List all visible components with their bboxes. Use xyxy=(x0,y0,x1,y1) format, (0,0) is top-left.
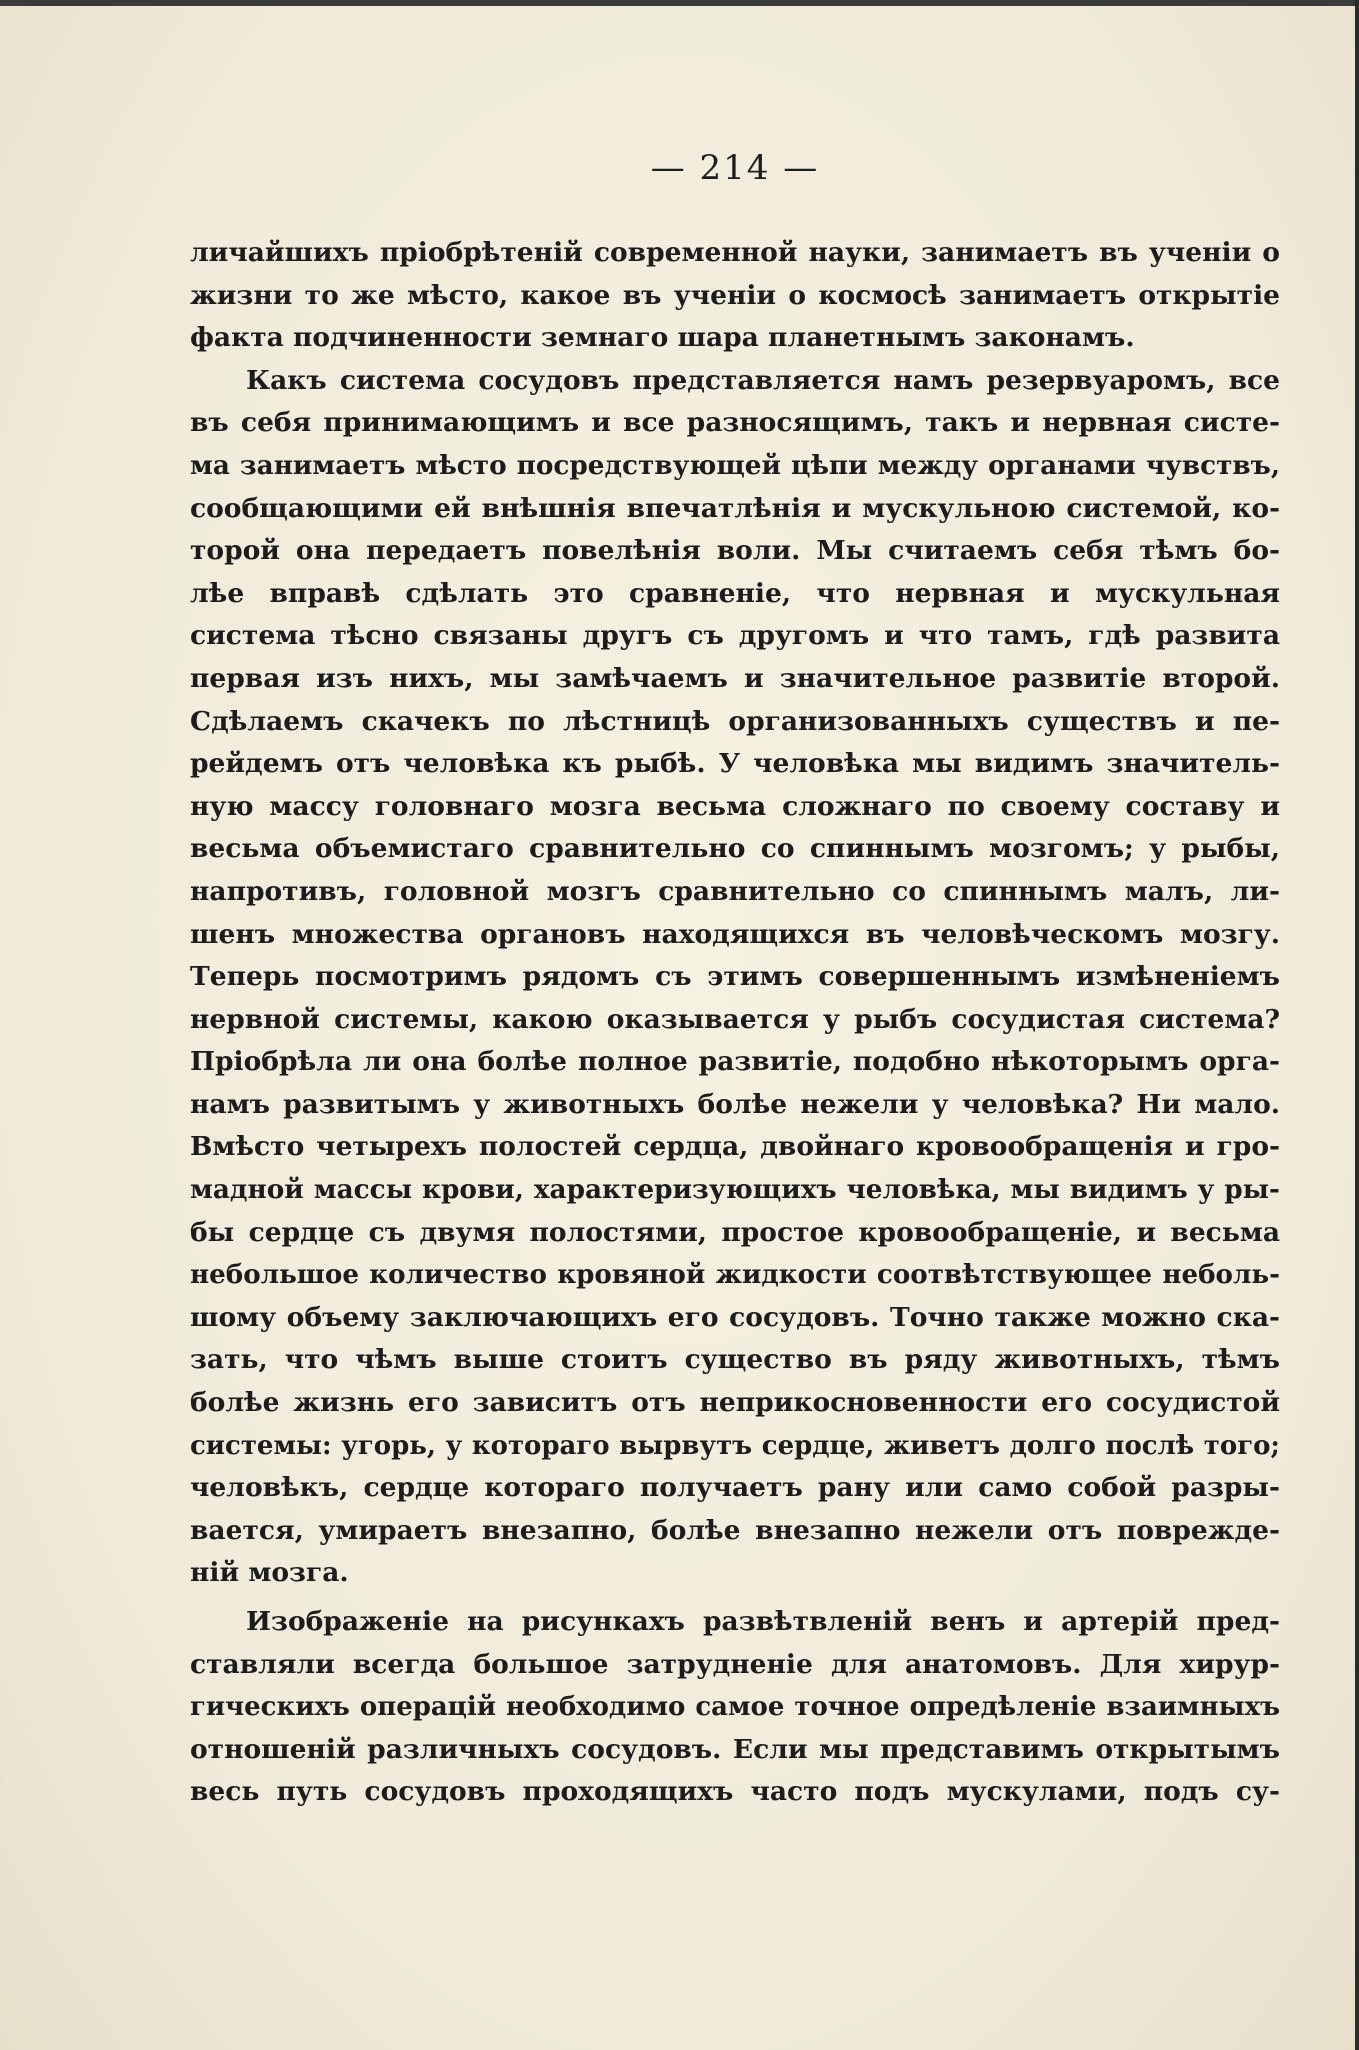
right-border xyxy=(1355,0,1359,2050)
paragraph-1 xyxy=(190,232,1280,360)
text-line: рейдемъ отъ человѣка къ рыбѣ. У человѣка мы видимъ значитель- xyxy=(190,748,1280,780)
body-text xyxy=(190,232,1280,1814)
text-line: весьма объемистаго сравнительно со спиннымъ мозгомъ; у рыбы, xyxy=(190,833,1280,865)
text-line: торой она передаетъ повелѣнія воли. Мы считаемъ себя тѣмъ бо- xyxy=(190,535,1280,567)
text-line: мадной массы крови, характеризующихъ человѣка, мы видимъ у ры- xyxy=(190,1174,1280,1206)
text-line: Вмѣсто четырехъ полостей сердца, двойнаго кровообращенія и гро- xyxy=(190,1131,1280,1163)
text-line: нервной системы, какою оказывается у рыбъ сосудистая система? xyxy=(190,1003,1280,1035)
text-line: системы: угорь, у котораго вырвутъ сердце, живетъ долго послѣ того; xyxy=(190,1430,1280,1461)
text-line: шому объему заключающихъ его сосудовъ. Точно также можно ска- xyxy=(190,1301,1280,1333)
text-line: вается, умираетъ внезапно, болѣе внезапно нежели отъ поврежде- xyxy=(190,1514,1280,1546)
text-line: зать, что чѣмъ выше стоитъ существо въ ряду животныхъ, тѣмъ xyxy=(190,1344,1280,1376)
text-line: болѣе жизнь его зависитъ отъ неприкосновенности его сосудистой xyxy=(190,1387,1280,1419)
text-line: въ себя принимающимъ и все разносящимъ, такъ и нервная систе- xyxy=(190,407,1280,439)
text-line: факта подчиненности земнаго шара планетнымъ законамъ. xyxy=(190,322,1135,354)
paragraph-2 xyxy=(190,360,1280,1595)
text-line: Какъ система сосудовъ представляется намъ резервуаромъ, все xyxy=(246,364,1280,396)
text-line: система тѣсно связаны другъ съ другомъ и что тамъ, гдѣ развита xyxy=(190,620,1280,652)
text-line: намъ развитымъ у животныхъ болѣе нежели у человѣка? Ни мало. xyxy=(190,1088,1280,1120)
text-line: небольшое количество кровяной жидкости соотвѣтствующее неболь- xyxy=(190,1259,1280,1291)
text-line: весь путь сосудовъ проходящихъ часто подъ мускулами, подъ су- xyxy=(190,1776,1280,1808)
paragraph-3 xyxy=(190,1601,1280,1814)
text-line: ній мозга. xyxy=(190,1557,349,1589)
text-line: сообщающими ей внѣшнія впечатлѣнія и мускульною системой, ко- xyxy=(190,492,1280,524)
text-line: гическихъ операцій необходимо самое точное опредѣленіе взаимныхъ xyxy=(190,1692,1280,1723)
text-line: личайшихъ пріобрѣтеній современной науки, занимаетъ въ ученіи о xyxy=(190,237,1280,268)
text-line: ма занимаетъ мѣсто посредствующей цѣпи между органами чувствъ, xyxy=(190,449,1280,481)
text-line: ную массу головнаго мозга весьма сложнаго по своему составу и xyxy=(190,790,1280,822)
text-line: напротивъ, головной мозгъ сравнительно со спиннымъ малъ, ли- xyxy=(190,875,1280,907)
text-line: Изображеніе на рисункахъ развѣтвленій венъ и артерій пред- xyxy=(246,1606,1280,1637)
text-line: лѣе вправѣ сдѣлать это сравненіе, что нервная и мускульная xyxy=(190,577,1280,609)
text-line: Сдѣлаемъ скачекъ по лѣстницѣ организованныхъ существъ и пе- xyxy=(190,705,1280,737)
text-line: ставляли всегда большое затрудненіе для анатомовъ. Для хирур- xyxy=(190,1648,1280,1680)
page-number: — 214 — xyxy=(650,148,820,188)
text-line: жизни то же мѣсто, какое въ ученіи о космосѣ занимаетъ открытіе xyxy=(190,279,1280,311)
text-line: человѣкъ, сердце котораго получаетъ рану или само собой разры- xyxy=(190,1472,1280,1504)
text-line: первая изъ нихъ, мы замѣчаемъ и значительное развитіе второй. xyxy=(190,662,1280,694)
text-line: шенъ множества органовъ находящихся въ человѣческомъ мозгу. xyxy=(190,918,1280,950)
text-line: Теперь посмотримъ рядомъ съ этимъ совершеннымъ измѣненіемъ xyxy=(190,961,1280,993)
text-line: Пріобрѣла ли она болѣе полное развитіе, подобно нѣкоторымъ орга- xyxy=(190,1046,1280,1078)
text-line: бы сердце съ двумя полостями, простое кровообращеніе, и весьма xyxy=(190,1216,1280,1248)
text-line: отношеній различныхъ сосудовъ. Если мы представимъ открытымъ xyxy=(190,1733,1280,1765)
top-border xyxy=(0,0,1359,6)
